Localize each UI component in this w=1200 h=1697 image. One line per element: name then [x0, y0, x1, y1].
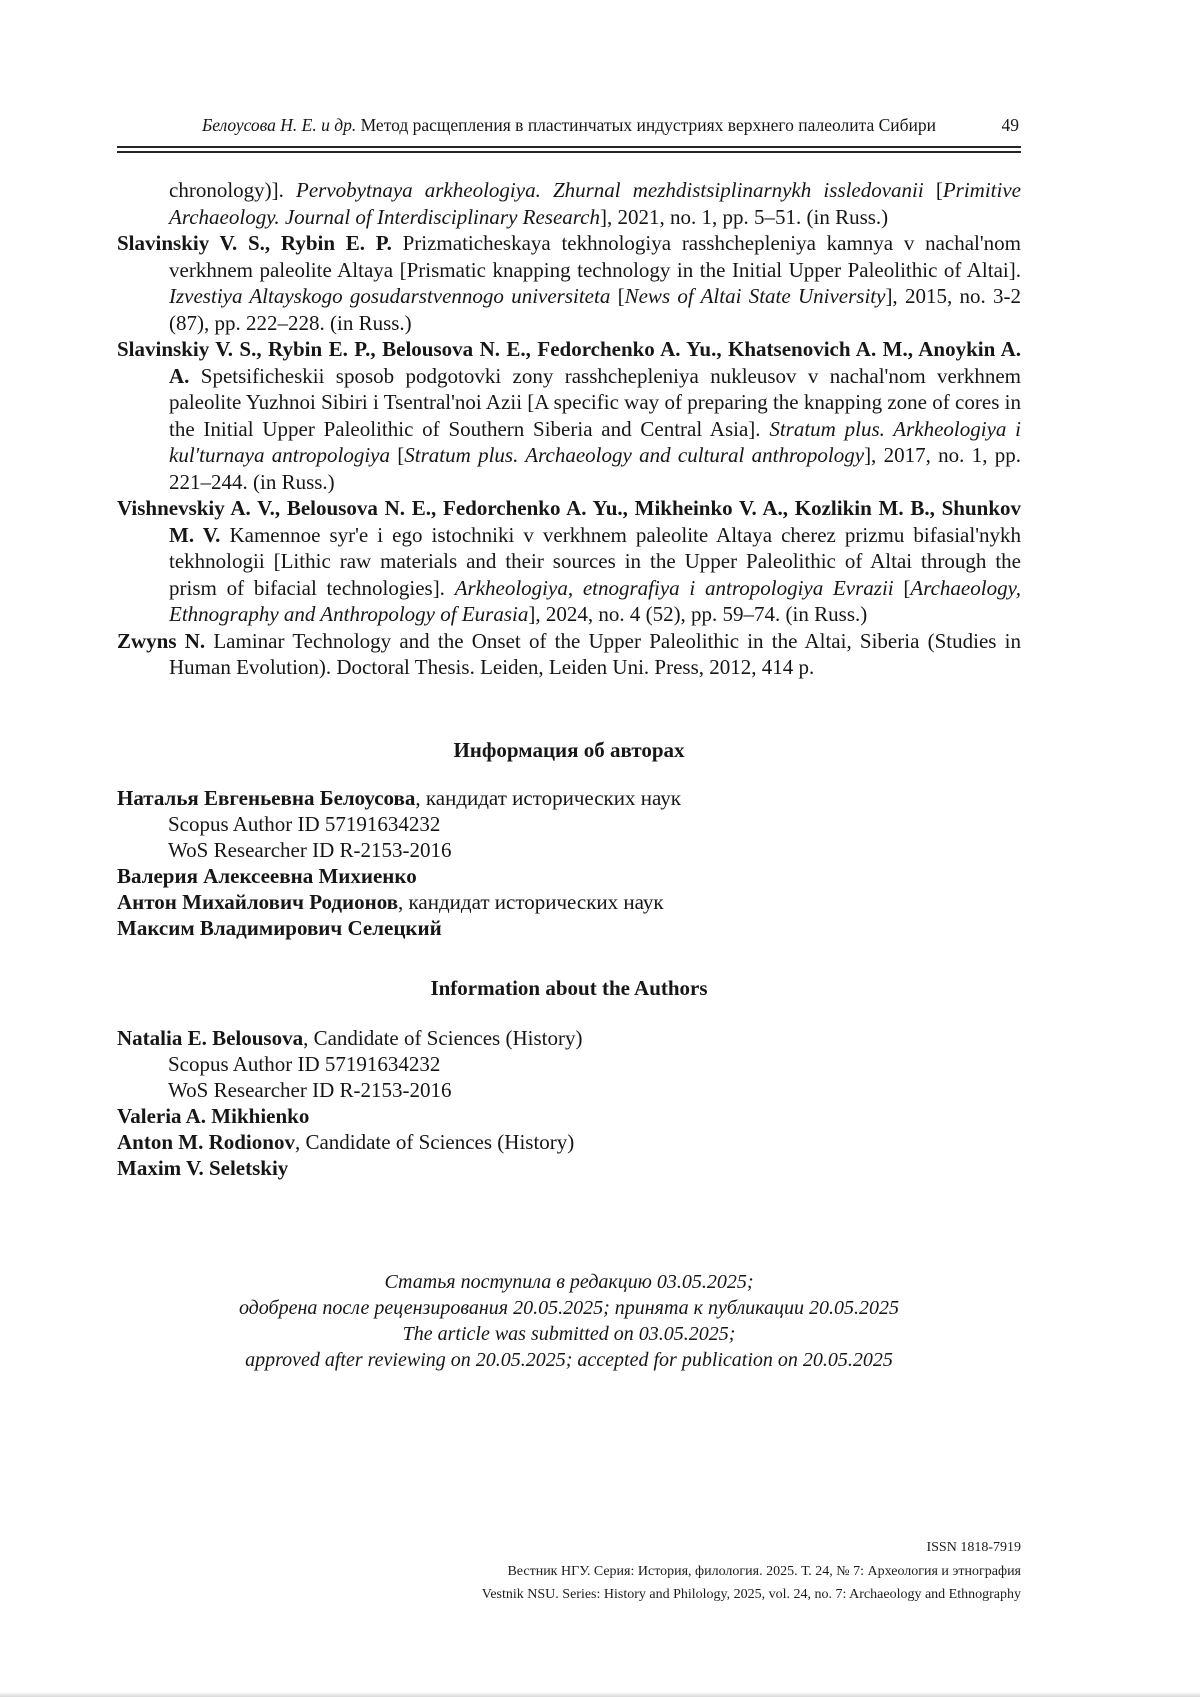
text-segment: ], 2015, no. 3-2 (87), pp. 222–228. (in Russ.): [169, 284, 1021, 335]
authors-list-ru: [117, 785, 1021, 941]
text-segment: Vishnevskiy A. V., Belousova N. E., Fedorchenko A. Yu., Mikheinko V. A., Kozlikin M. B., Shunkov M. V.: [117, 496, 1021, 547]
author-line: [117, 889, 1021, 915]
text-segment: Maxim V. Seletskiy: [117, 1155, 289, 1180]
text-segment: Stratum plus. Archaeology and cultural anthropology: [404, 443, 865, 467]
text-segment: Arkheologiya, etnografiya i antropologiya Evrazii: [454, 575, 894, 600]
text-segment: , Candidate of Sciences (History): [294, 1129, 575, 1154]
text-segment: Laminar Technology and the Onset of the Upper Paleolithic in the Altai, Siberia (Studies in Human Evolution). Doctoral Thesis. Leiden, Leiden Uni. Press, 2012, 414 p.: [169, 628, 1021, 679]
author-line: [117, 915, 1021, 941]
text-segment: Archaeology, Ethnography and Anthropology of Eurasia: [169, 575, 1021, 626]
page-bottom-edge: [0, 1692, 1200, 1697]
text-segment: [: [390, 443, 405, 467]
text-segment: , Candidate of Sciences (History): [303, 1025, 583, 1050]
text-segment: , кандидат исторических наук: [398, 889, 664, 914]
author-line: [117, 1051, 1021, 1077]
text-segment: WoS Researcher ID R-2153-2016: [168, 837, 452, 862]
text-segment: Primitive Archaeology. Journal of Interdisciplinary Research: [169, 178, 1021, 229]
author-line: [117, 1103, 1021, 1129]
text-segment: Антон Михайлович Родионов: [117, 889, 399, 914]
text-segment: Kamennoe syr'e i ego istochniki v verkhnem paleolite Altaya cherez prizmu bifasial'nykh tekhnologii [Lithic raw materials and their sources in the Upper Paleolithic of Altai through the prism of bifacial technologies].: [169, 522, 1021, 600]
running-head-text: [202, 115, 936, 135]
references-list: [117, 177, 1021, 681]
reference-entry: [117, 495, 1021, 628]
submission-dates: [117, 1269, 1021, 1373]
author-line: [117, 811, 1021, 837]
text-segment: Natalia E. Belousova: [117, 1025, 304, 1050]
authors-list-en: [117, 1025, 1021, 1181]
text-segment: Валерия Алексеевна Михиенко: [117, 863, 417, 888]
text-segment: Valeria A. Mikhienko: [117, 1103, 310, 1128]
page-content: [117, 112, 1021, 1373]
text-segment: Zwyns N.: [117, 628, 214, 653]
text-segment: ], 2024, no. 4 (52), pp. 59–74. (in Russ.): [528, 602, 868, 626]
submission-line: The article was submitted on 03.05.2025;: [402, 1322, 736, 1345]
reference-entry: [117, 230, 1021, 336]
text-segment: ], 2017, no. 1, pp. 221–244. (in Russ.): [169, 443, 1021, 494]
submission-line: Статья поступила в редакцию 03.05.2025;: [384, 1270, 754, 1293]
text-segment: Slavinskiy V. S., Rybin E. P.: [117, 231, 403, 255]
submission-line: approved after reviewing on 20.05.2025; accepted for publication on 20.05.2025: [245, 1348, 893, 1371]
text-segment: Pervobytnaya arkheologiya. Zhurnal mezhdistsiplinarnykh issledovanii: [296, 178, 924, 202]
reference-entry: [117, 628, 1021, 681]
page-number: 49: [1001, 115, 1019, 135]
authors-heading-en: Information about the Authors: [430, 975, 708, 1000]
footer-issn: ISSN 1818-7919: [926, 1540, 1021, 1555]
author-line: [117, 1155, 1021, 1181]
text-segment: , кандидат исторических наук: [415, 785, 681, 810]
text-segment: WoS Researcher ID R-2153-2016: [168, 1077, 452, 1102]
running-head-authors: Белоусова Н. Е. и др.: [201, 115, 357, 135]
header-rule: [117, 146, 1021, 153]
authors-heading-ru: Информация об авторах: [453, 737, 685, 762]
author-line: [117, 1129, 1021, 1155]
text-segment: Spetsificheskii sposob podgotovki zony rasshchepleniya nukleusov v nachal'nom verkhnem paleolite Yuzhnoi Sibiri i Tsentral'noi Azii [A specific way of preparing the knapping zone of cores in the Initial Upper Paleolithic of Southern Siberia and Central Asia].: [169, 363, 1021, 441]
footer-journal-ru: Вестник НГУ. Серия: История, филология. 2025. Т. 24, № 7: Археология и этнография: [507, 1563, 1021, 1579]
text-segment: Slavinskiy V. S., Rybin E. P., Belousova N. E., Fedorchenko A. Yu., Khatsenovich A. M., Anoykin A. A.: [117, 337, 1021, 388]
submission-line: одобрена после рецензирования 20.05.2025; принята к публикации 20.05.2025: [238, 1296, 900, 1319]
reference-entry: [117, 336, 1021, 495]
text-segment: Scopus Author ID 57191634232: [168, 811, 441, 836]
text-segment: Izvestiya Altayskogo gosudarstvennogo universiteta: [169, 284, 611, 308]
text-segment: Наталья Евгеньевна Белоусова: [117, 785, 416, 810]
running-head: [117, 112, 1021, 138]
author-line: [117, 785, 1021, 811]
text-segment: [: [893, 575, 911, 600]
journal-footer: [482, 1536, 1021, 1607]
text-segment: Максим Владимирович Селецкий: [117, 915, 442, 940]
running-head-title: Метод расщепления в пластинчатых индустриях верхнего палеолита Сибири: [356, 115, 937, 135]
author-line: [117, 837, 1021, 863]
text-segment: [: [610, 284, 625, 308]
footer-journal-en: Vestnik NSU. Series: History and Philology, 2025, vol. 24, no. 7: Archaeology and Ethnography: [481, 1587, 1021, 1602]
text-segment: Scopus Author ID 57191634232: [168, 1051, 441, 1076]
text-segment: Prizmaticheskaya tekhnologiya rasshchepleniya kamnya v nachal'nom verkhnem paleolite Altaya [Prismatic knapping technology in the Initial Upper Paleolithic of Altai].: [169, 231, 1021, 282]
author-line: [117, 863, 1021, 889]
text-segment: News of Altai State University: [624, 284, 886, 308]
text-segment: ], 2021, no. 1, pp. 5–51. (in Russ.): [600, 204, 889, 229]
text-segment: Anton M. Rodionov: [117, 1129, 295, 1154]
text-segment: [: [923, 178, 943, 202]
author-line: [117, 1077, 1021, 1103]
reference-entry: [117, 177, 1021, 230]
text-segment: chronology)].: [169, 178, 297, 202]
text-segment: Stratum plus. Arkheologiya i kul'turnaya antropologiya: [169, 416, 1021, 467]
author-line: [117, 1025, 1021, 1051]
